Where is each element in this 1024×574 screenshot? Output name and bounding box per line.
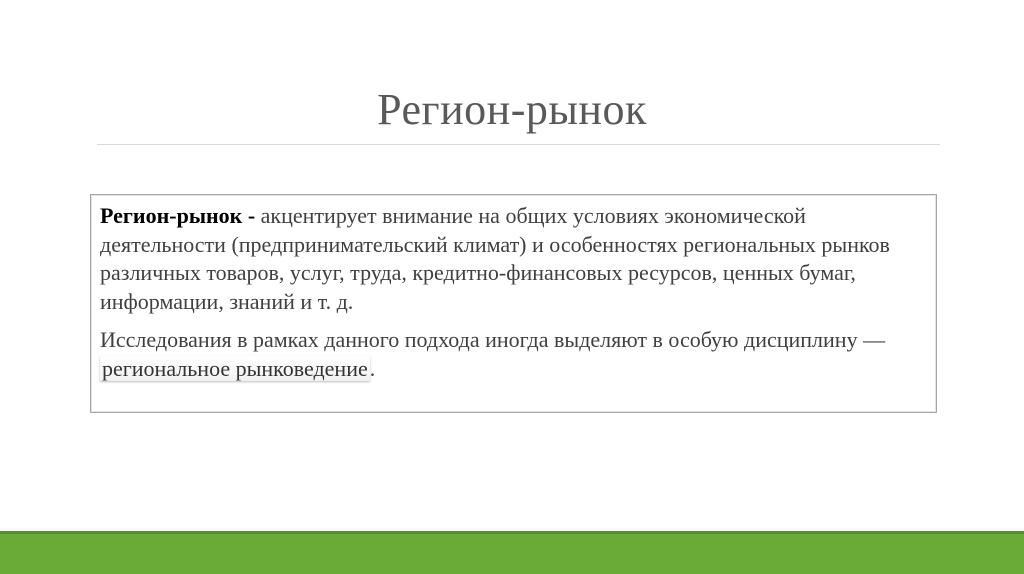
paragraph-research <box>100 326 927 383</box>
footer-bar <box>0 534 1024 574</box>
paragraph-definition <box>100 202 927 316</box>
content-box <box>90 194 937 413</box>
title-divider <box>97 144 940 145</box>
research-text: Исследования в рамках данного подхода иногда выделяют в особую дисциплину — <box>100 327 886 352</box>
lime-chevron-icon <box>990 10 1012 32</box>
highlighted-discipline: региональное рынковедение <box>102 355 368 381</box>
term-label: Регион-рынок - <box>100 203 256 228</box>
definition-text: акцентирует внимание на общих условиях экономической деятельности (предпринимательский климат) и особенностях региональных рынков различных товаров, услуг, труда, кредитно-финансовых ресурсов, ценных бумаг, информации, знаний и т. д. <box>100 203 890 314</box>
research-end: . <box>369 355 376 381</box>
slide-title: Регион-рынок <box>377 85 647 134</box>
